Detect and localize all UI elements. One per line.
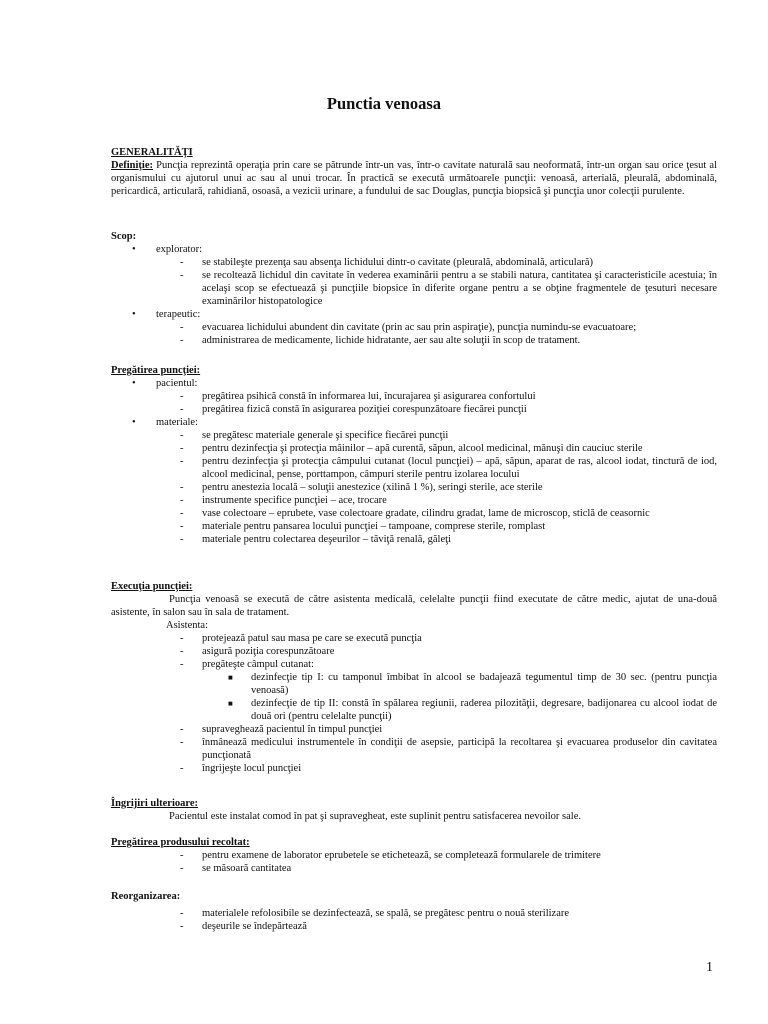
dash-icon: - (180, 270, 184, 281)
dash-icon: - (180, 495, 184, 506)
ingrijiri-text: Pacientul este instalat comod în pat şi supravegheat, este suplinit pentru satisfacerea nevoilor sale. (169, 811, 581, 822)
section-heading-produs: Pregătirea produsului recoltat: (111, 837, 250, 848)
list-item: - materialele refolosibile se dezinfectează, se spală, se pregătesc pentru o nouă sterilizare (180, 908, 570, 919)
list-item: - pregătirea psihică constă în informarea lui, încurajarea şi asigurarea confortului (180, 391, 536, 402)
section-scop (111, 230, 717, 347)
definition-paragraph (111, 159, 717, 198)
executia-intro: Puncţia venoasă se execută de către asistenta medicală, celelalte puncţii fiind executate de către medic, ajutat de una-două asistente, în salon sau în sala de tratament. (111, 594, 717, 618)
dash-icon: - (180, 508, 184, 519)
dash-icon: - (180, 646, 184, 657)
page-title: Punctia venoasa (326, 94, 442, 113)
list-item: - instrumente specifice puncţiei – ace, trocare (180, 495, 387, 506)
sub-list-item: ■ dezinfecţie tip I: cu tamponul îmbibat în alcool se badajează tegumentul timp de 30 sec. (pentru puncţia venoasă) (228, 672, 717, 696)
list-item: - se măsoară cantitatea (180, 863, 292, 874)
section-heading-executia: Execuţia puncţiei: (111, 581, 193, 592)
list-item: - se pregătesc materiale generale şi specifice fiecărei puncţii (180, 430, 449, 441)
definition-text: Puncţia reprezintă operaţia prin care se pătrunde într-un vas, într-o cavitate naturală sau neoformată, într-un organ sau orice ţesut al organismului cu ajutorul unui ac sau al unui trocar. În practică se execută următoarele puncţii: venoasă, arterială, pleurală, abdominală, pericardică, articulară, rahidiană, osoasă, a vezicii urinare, a fundului de sac Douglas, puncţia biopsică şi puncţia unor colecţii purulente. (111, 160, 717, 197)
section-generalitati (111, 146, 717, 198)
bullet-item-pacientul (111, 377, 717, 390)
square-bullet-icon: ■ (228, 673, 233, 682)
list-item: - se recoltează lichidul din cavitate în vederea examinării pentru a se stabili natura, cantitatea şi caracteristicile acestuia; în acelaşi scop se efectuează şi puncţiile biopsice în diferite organe pentru a se obţine fragmentele de ţesuturi necesare examinărilor histopatologice (180, 270, 717, 307)
list-item: - pentru dezinfecţia şi protecţia mâinilor – apă curentă, săpun, alcool medicinal, mănuşi din cauciuc sterile (180, 443, 643, 454)
dash-icon: - (180, 404, 184, 415)
list-item: - deşeurile se îndepărtează (180, 921, 307, 932)
list-item: - asigură poziţia corespunzătoare (180, 646, 335, 657)
bullet-label: materiale: (156, 417, 198, 428)
section-ingrijiri (111, 797, 717, 823)
list-item: - pregătirea fizică constă în asigurarea poziţiei corespunzătoare fiecărei puncţii (180, 404, 527, 415)
list-item: - se stabileşte prezenţa sau absenţa lichidului dintr-o cavitate (pleurală, abdominală, articulară) (180, 257, 594, 268)
bullet-item-explorator (111, 243, 717, 256)
square-bullet-icon: ■ (228, 699, 233, 708)
dash-icon: - (180, 633, 184, 644)
bullet-label: pacientul: (156, 378, 198, 389)
bullet-item-terapeutic (111, 308, 717, 321)
dash-icon: - (180, 257, 184, 268)
section-heading-generalitati: GENERALITĂŢI (111, 147, 193, 158)
list-item: - administrarea de medicamente, lichide hidratante, aer sau alte soluţii în scop de tratament. (180, 335, 581, 346)
section-produs (111, 836, 717, 875)
dash-icon: - (180, 430, 184, 441)
list-item: - îngrijeşte locul puncţiei (180, 763, 302, 774)
dash-icon: - (180, 724, 184, 735)
list-item: - pentru anestezia locală – soluţii anestezice (xilină 1 %), seringi sterile, ace sterile (180, 482, 543, 493)
dash-icon: - (180, 850, 184, 861)
list-item: - protejează patul sau masa pe care se execută puncţia (180, 633, 422, 644)
bullet-icon: • (132, 417, 136, 428)
section-pregatire (111, 364, 717, 546)
list-item: - pentru examene de laborator eprubetele se etichetează, se completează formularele de trimitere (180, 850, 601, 861)
dash-icon: - (180, 456, 184, 467)
dash-icon: - (180, 443, 184, 454)
asistenta-label: Asistenta: (166, 620, 208, 631)
dash-icon: - (180, 335, 184, 346)
dash-icon: - (180, 921, 184, 932)
dash-icon: - (180, 908, 184, 919)
bullet-icon: • (132, 378, 136, 389)
section-reorganizare (111, 890, 717, 933)
section-executia (111, 580, 717, 775)
dash-icon: - (180, 521, 184, 532)
dash-icon: - (180, 737, 184, 748)
list-item: - vase colectoare – eprubete, vase colectoare gradate, cilindru gradat, lame de microscop, sticlă de ceasornic (180, 508, 650, 519)
list-item: - materiale pentru colectarea deşeurilor – tăviţă renală, găleţi (180, 534, 451, 545)
dash-icon: - (180, 763, 184, 774)
section-heading-scop: Scop: (111, 231, 137, 242)
section-heading-ingrijiri: Îngrijiri ulterioare: (111, 798, 198, 809)
list-item: - pentru dezinfecţia şi protecţia câmpului cutanat (locul puncţiei) – apă, săpun, aparat de ras, alcool iodat, tinctură de iod, alcool medicinal, pense, porttampon, câmpuri sterile pentru izolarea locului (180, 456, 717, 480)
list-item: - evacuarea lichidului abundent din cavitate (prin ac sau prin aspiraţie), puncţia numindu-se evacuatoare; (180, 322, 637, 333)
dash-icon: - (180, 322, 184, 333)
section-heading-reorganizare: Reorganizarea: (111, 891, 181, 902)
bullet-icon: • (132, 309, 136, 320)
bullet-label: explorator: (156, 244, 203, 255)
dash-icon: - (180, 391, 184, 402)
list-item: - pregăteşte câmpul cutanat: (180, 659, 314, 670)
bullet-item-materiale (111, 416, 717, 429)
dash-icon: - (180, 659, 184, 670)
section-heading-pregatire: Pregătirea puncţiei: (111, 365, 201, 376)
page-number: 1 (706, 960, 713, 975)
definition-label: Definiţie: (111, 160, 153, 171)
dash-icon: - (180, 482, 184, 493)
list-item: - materiale pentru pansarea locului puncţiei – tampoane, comprese sterile, romplast (180, 521, 546, 532)
list-item: - înmânează medicului instrumentele în condiţii de asepsie, participă la recoltarea şi evacuarea produselor din cavitatea puncţionată (180, 737, 717, 761)
list-item: - supraveghează pacientul în timpul puncţiei (180, 724, 383, 735)
dash-icon: - (180, 863, 184, 874)
sub-list-item: ■ dezinfecţie de tip II: constă în spălarea regiunii, raderea pilozităţii, degresare, badijonarea cu alcool iodat de două ori (pentru celelalte puncţii) (228, 698, 717, 722)
bullet-label: terapeutic: (156, 309, 201, 320)
bullet-icon: • (132, 244, 136, 255)
dash-icon: - (180, 534, 184, 545)
